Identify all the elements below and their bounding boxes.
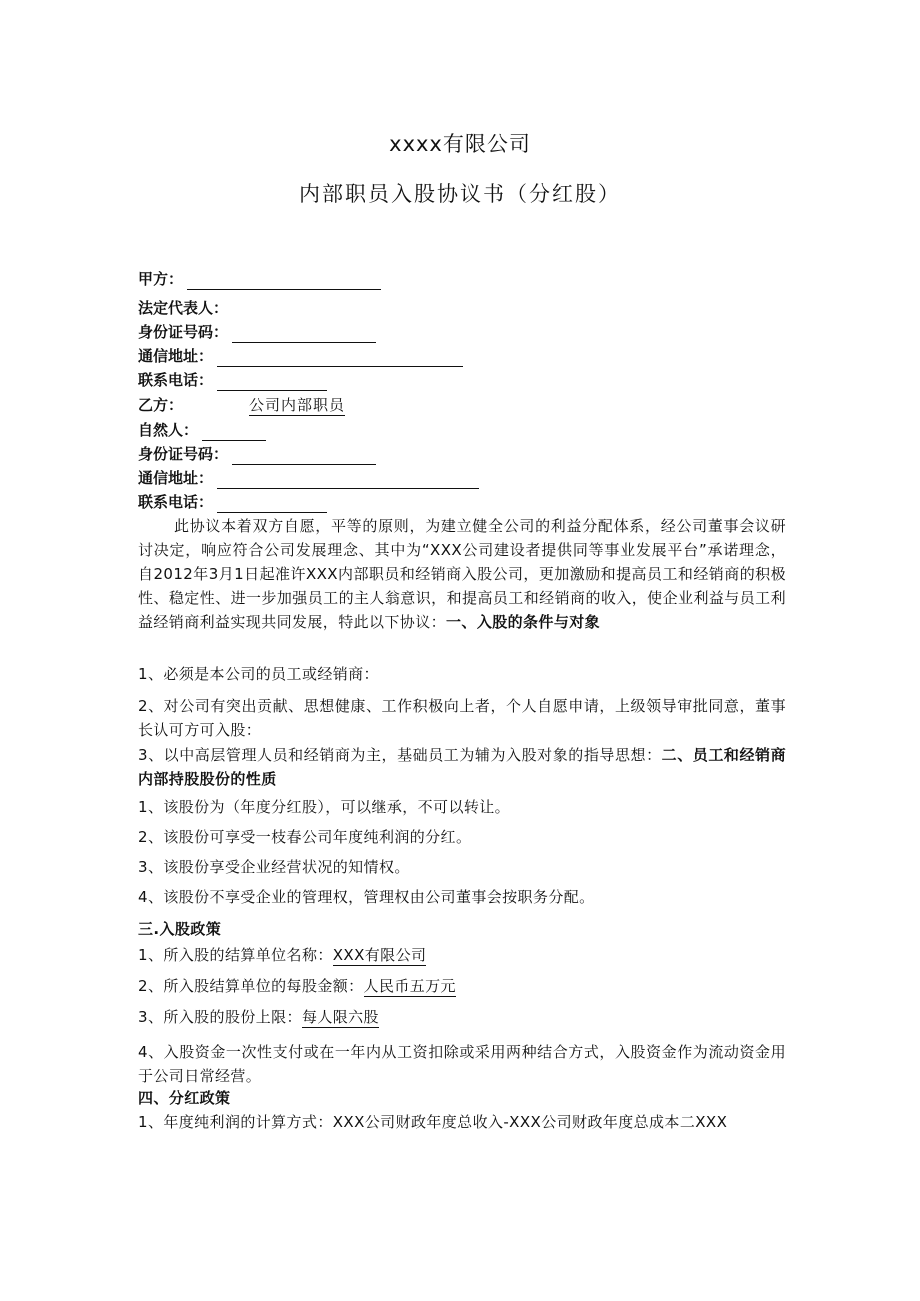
section-2-item-4: 4、该股份不享受企业的管理权，管理权由公司董事会按职务分配。 (138, 888, 595, 906)
party-b-address-blank (217, 470, 479, 489)
party-b-phone-label: 联系电话： (138, 493, 214, 511)
section-2-item-2: 2、该股份可享受一枝春公司年度纯利润的分红。 (138, 828, 472, 846)
party-a-phone-field (138, 369, 327, 391)
party-a-id-field (138, 321, 376, 343)
party-b-phone-blank (217, 494, 327, 513)
natural-person-label: 自然人： (138, 421, 199, 439)
section-1-heading: 一、入股的条件与对象 (446, 613, 601, 631)
party-b-id-field (138, 443, 376, 465)
natural-person-blank (202, 422, 266, 441)
section-3-item-3 (138, 1005, 788, 1029)
natural-person-field (138, 419, 266, 441)
party-b-value: 公司内部职员 (249, 396, 346, 414)
party-a-phone-label: 联系电话： (138, 371, 214, 389)
section-1-item-3-block (138, 743, 786, 791)
party-a-address-label: 通信地址： (138, 347, 214, 365)
section-3-item-1-label: 1、所入股的结算单位名称： (138, 946, 333, 964)
share-amount-value: 人民币五万元 (363, 977, 456, 995)
party-a-id-label: 身份证号码： (138, 323, 229, 341)
party-a-id-blank (232, 324, 376, 343)
company-name: xxxx有限公司 (389, 132, 531, 156)
party-a-address-field (138, 345, 463, 367)
party-a-phone-blank (217, 372, 327, 391)
intro-text: 此协议本着双方自愿，平等的原则，为建立健全公司的利益分配体系，经公司董事会议研讨决定，响应符合公司发展理念、其中为“XXX公司建设者提供同等事业发展平台”承诺理念，自2012年3月1日起准许XXX内部职员和经销商入股公司，更加激励和提高员工和经销商的积极性、稳定性、进一步加强员工的主人翁意识，和提高员工和经销商的收入，使企业利益与员工利益经销商利益实现共同发展，特此以下协议： (138, 517, 786, 631)
section-1-item-3: 3、以中高层管理人员和经销商为主，基础员工为辅为入股对象的指导思想： (138, 746, 662, 764)
party-a-address-blank (217, 348, 463, 367)
section-1-item-2: 2、对公司有突出贡献、思想健康、工作积极向上者，个人自愿申请，上级领导审批同意，董事长认可方可入股： (138, 697, 786, 739)
settlement-unit-value: XXX有限公司 (332, 946, 427, 964)
party-b-id-label: 身份证号码： (138, 445, 229, 463)
party-b-field (138, 394, 345, 416)
section-3-item-4: 4、入股资金一次性支付或在一年内从工资扣除或采用两种结合方式，入股资金作为流动资金用于公司日常经营。 (138, 1043, 786, 1085)
party-b-label: 乙方： (138, 396, 184, 414)
section-3-item-2 (138, 974, 788, 998)
party-a-blank (187, 271, 381, 290)
share-limit-value: 每人限六股 (301, 1008, 379, 1026)
legal-rep-label: 法定代表人： (138, 299, 229, 317)
section-2-item-3: 3、该股份享受企业经营状况的知情权。 (138, 858, 410, 876)
section-2-item-1: 1、该股份为（年度分红股），可以继承，不可以转让。 (138, 798, 511, 816)
party-a-label: 甲方： (138, 270, 184, 288)
section-4-item-1: 1、年度纯利润的计算方式：XXX公司财政年度总收入-XXX公司财政年度总成本二XXX (138, 1113, 728, 1131)
section-4-heading: 四、分红政策 (138, 1089, 231, 1107)
section-3-item-1 (138, 943, 788, 967)
section-3-item-2-label: 2、所入股结算单位的每股金额： (138, 977, 364, 995)
section-3-heading: 三.入股政策 (138, 920, 222, 938)
party-b-id-blank (232, 446, 376, 465)
party-b-phone-field (138, 491, 327, 513)
legal-rep-field (138, 297, 228, 319)
section-2-heading: 二、员工和经销商内部持股股份的性质 (138, 746, 786, 788)
party-b-address-label: 通信地址： (138, 469, 214, 487)
party-a-field (138, 268, 381, 290)
section-3-item-3-label: 3、所入股的股份上限： (138, 1008, 302, 1026)
document-title: 内部职员入股协议书（分红股） (299, 182, 621, 206)
section-1-item-1: 1、必须是本公司的员工或经销商： (138, 665, 379, 683)
intro-paragraph (138, 514, 786, 634)
party-b-address-field (138, 467, 479, 489)
